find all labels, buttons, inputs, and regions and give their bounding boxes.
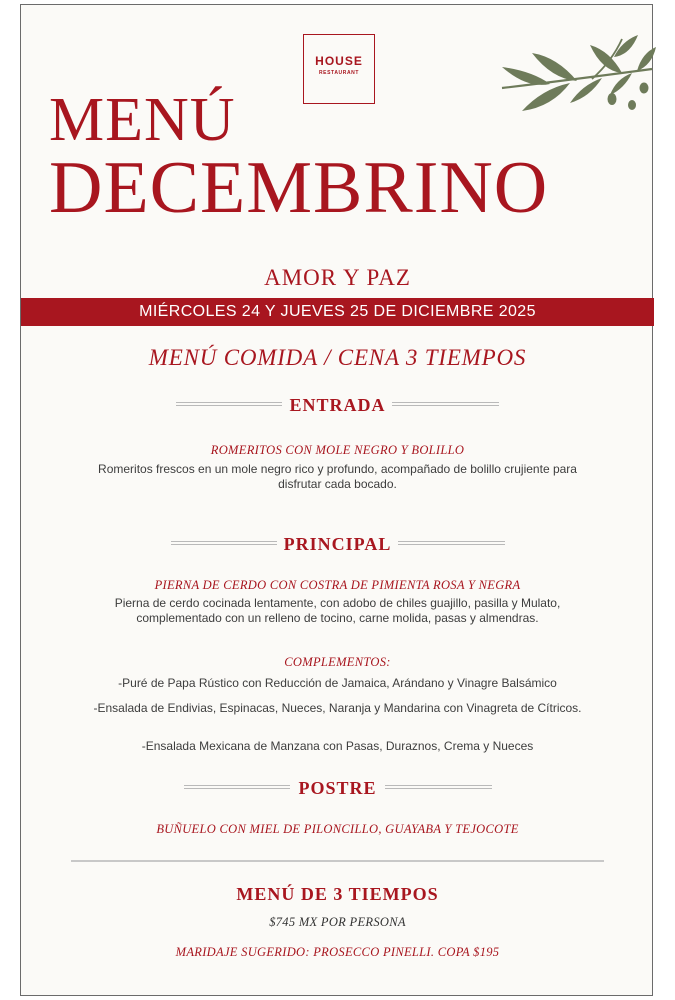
section-heading-postre — [21, 776, 654, 800]
postre-dish-title: BUÑUELO CON MIEL DE PILONCILLO, GUAYABA Y TEJOCOTE — [156, 822, 519, 836]
olive-branch-icon — [472, 31, 658, 131]
logo-line-1: HOUSE — [315, 54, 363, 68]
menu-title-line-1: MENÚ — [49, 86, 236, 154]
complement-item: -Puré de Papa Rústico con Reducción de Jamaica, Arándano y Vinagre Balsámico — [118, 676, 557, 690]
section-heading-text: POSTRE — [298, 778, 377, 798]
course-title: MENÚ COMIDA / CENA 3 TIEMPOS — [148, 345, 527, 370]
house-restaurant-logo — [303, 34, 375, 104]
date-band: MIÉRCOLES 24 Y JUEVES 25 DE DICIEMBRE 2025 — [21, 298, 654, 326]
footer-pairing: MARIDAJE SUGERIDO: PROSECCO PINELLI. COPA $195 — [175, 945, 500, 959]
menu-page — [20, 4, 653, 996]
principal-description: Pierna de cerdo cocinada lentamente, con adobo de chiles guajillo, pasilla y Mulato, complementado con un relleno de tocino, carne molida, pasas y almendras. — [114, 596, 561, 625]
menu-title-line-2: DECEMBRINO — [49, 147, 549, 229]
principal-dish-title: PIERNA DE CERDO CON COSTRA DE PIMIENTA ROSA Y NEGRA — [154, 578, 521, 592]
footer-price: $745 MX POR PERSONA — [269, 915, 406, 929]
logo-line-2: RESTAURANT — [318, 70, 360, 76]
section-heading-text: PRINCIPAL — [283, 534, 392, 554]
footer-title: MENÚ DE 3 TIEMPOS — [236, 884, 439, 904]
complement-item: -Ensalada Mexicana de Manzana con Pasas, Duraznos, Crema y Nueces — [141, 739, 534, 753]
complement-item: -Ensalada de Endivias, Espinacas, Nueces, Naranja y Mandarina con Vinagreta de Cítricos. — [93, 701, 582, 715]
subtitle: AMOR Y PAZ — [264, 265, 411, 290]
entrada-description: Romeritos frescos en un mole negro rico y profundo, acompañado de bolillo crujiente para disfrutar cada bocado. — [98, 462, 577, 491]
section-heading-principal — [21, 532, 654, 556]
complements-title: COMPLEMENTOS: — [284, 655, 391, 669]
section-heading-text: ENTRADA — [289, 395, 386, 415]
footer-divider — [71, 860, 604, 862]
entrada-dish-title: ROMERITOS CON MOLE NEGRO Y BOLILLO — [210, 443, 465, 457]
section-heading-entrada — [21, 393, 654, 417]
